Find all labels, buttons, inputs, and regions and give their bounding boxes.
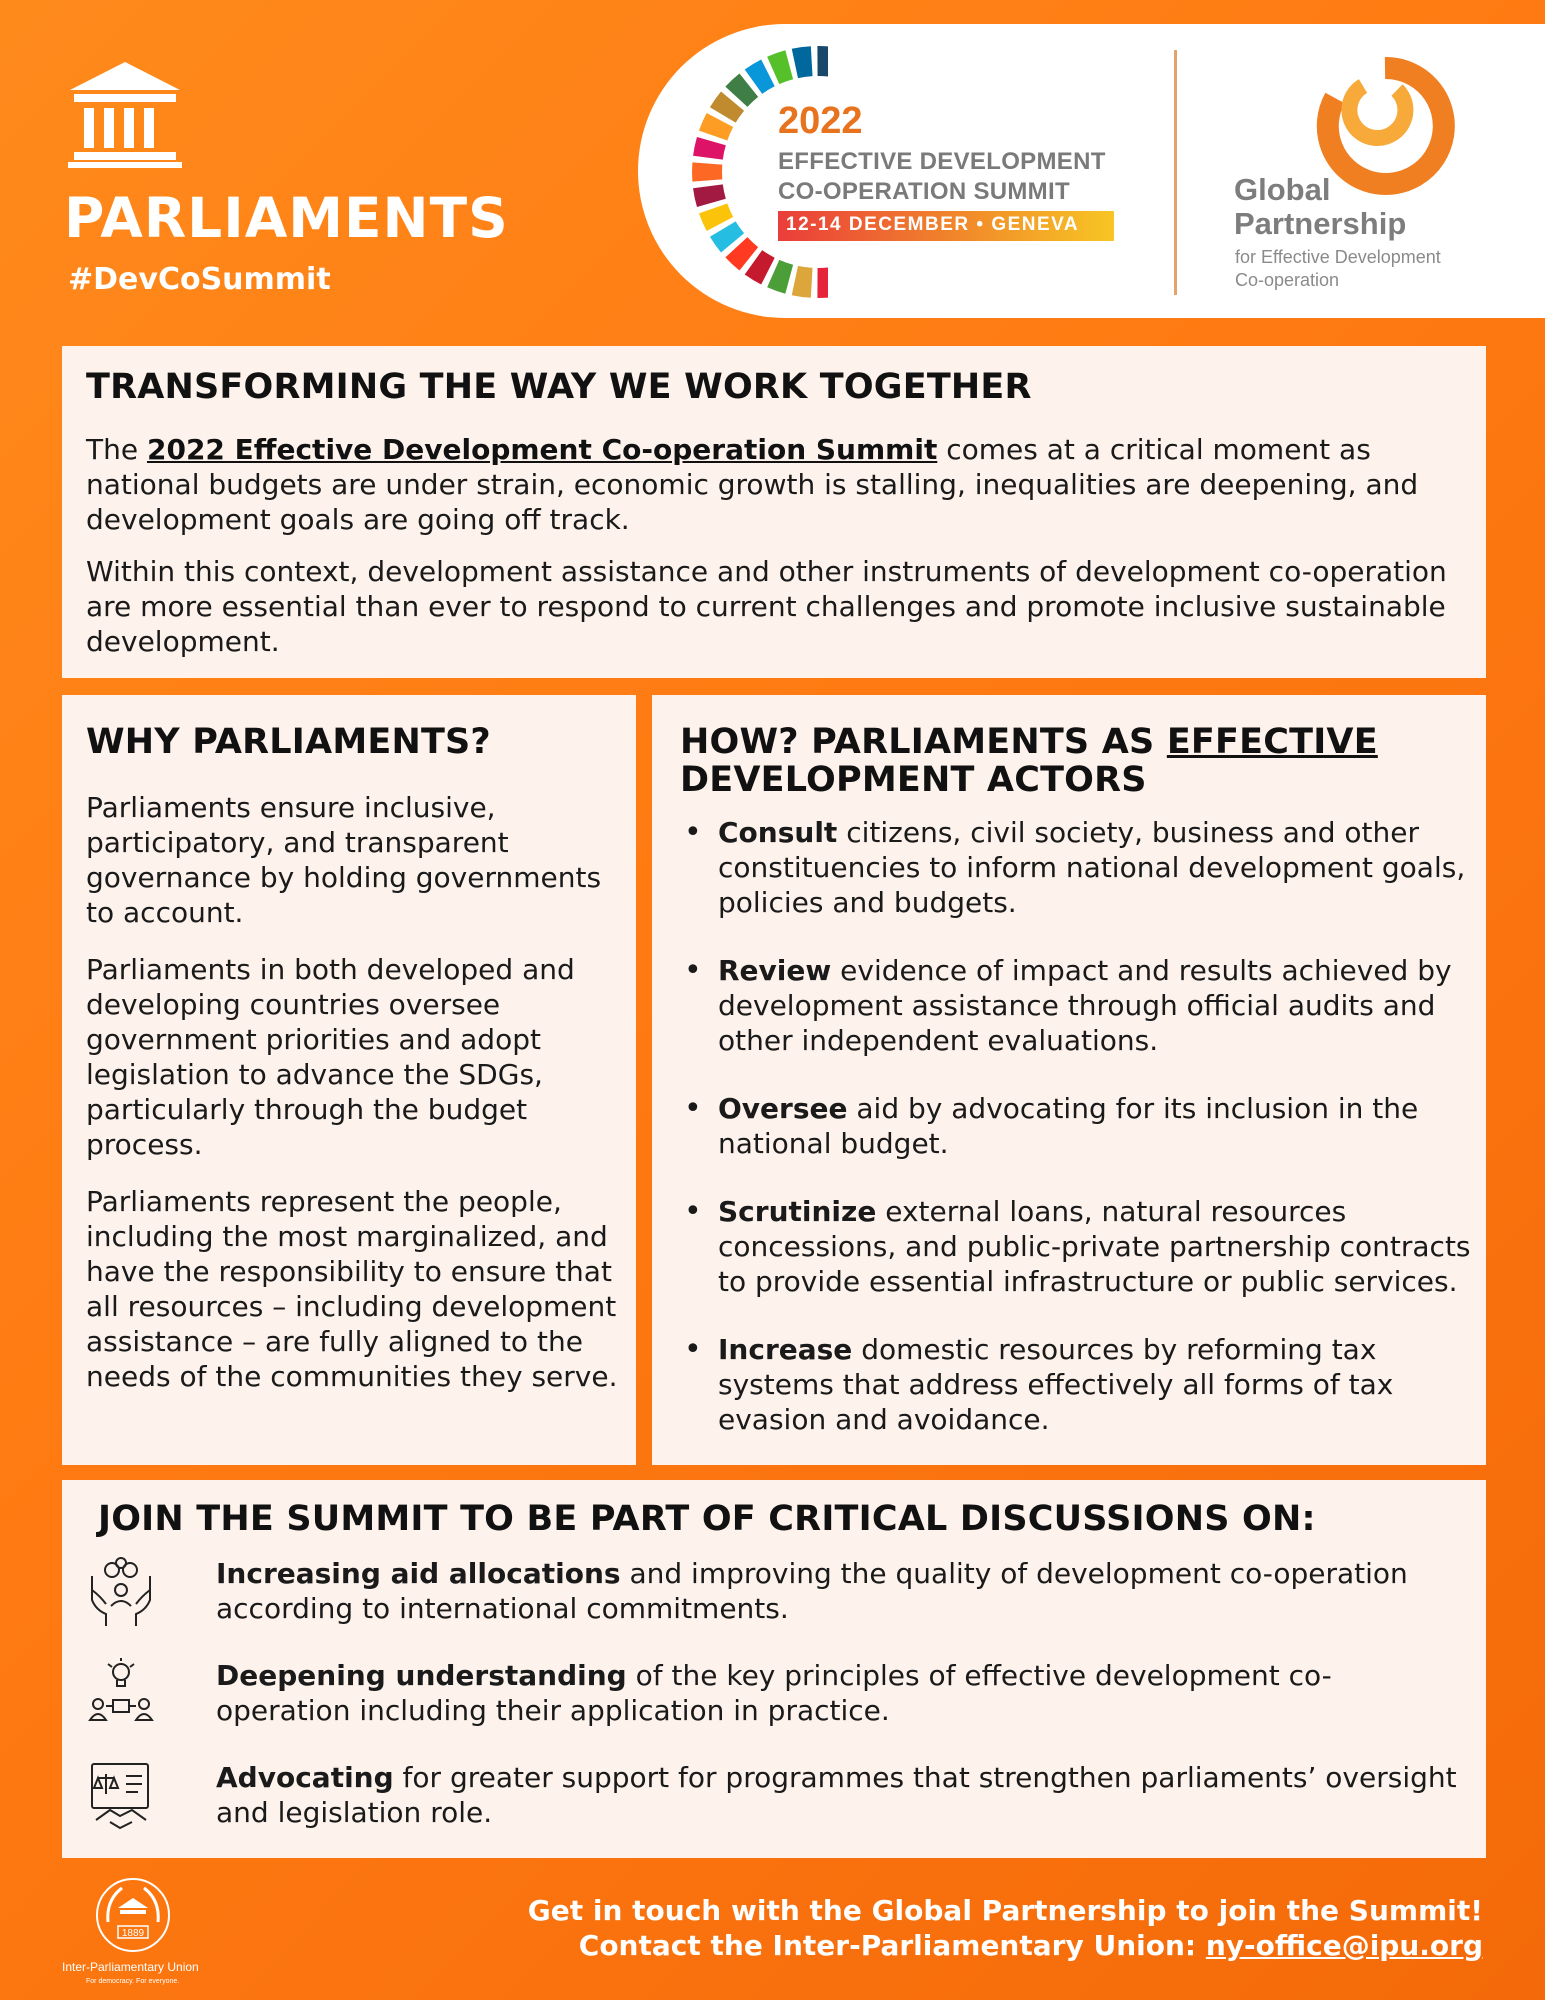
how-item-verb: Increase (718, 1333, 853, 1366)
lightbulb-people-icon (86, 1658, 156, 1730)
why-heading: WHY PARLIAMENTS? (86, 722, 491, 762)
how-item-text: domestic resources by reforming tax systems that address effectively all forms of tax evasion and avoidance. (718, 1333, 1394, 1436)
sdg-arc-segment (817, 267, 828, 298)
join-item-body: and improving the quality of development co-operation according to international commitments. (216, 1557, 1408, 1625)
transform-p1-prefix: The (86, 433, 147, 466)
scales-handshake-icon (86, 1760, 156, 1832)
transform-body (86, 432, 1466, 676)
partner-subtitle-line2: Co-operation (1235, 270, 1340, 290)
how-heading (680, 723, 1460, 799)
transform-panel (62, 346, 1486, 678)
footer-contact (579, 1929, 1483, 1962)
how-item-verb: Consult (718, 816, 838, 849)
ipu-name: Inter-Parliamentary Union (62, 1960, 199, 1974)
transform-paragraph-2: Within this context, development assistance and other instruments of development co-operation are more essential than ever to respond to current challenges and promote inclusive sustainable development. (86, 555, 1447, 658)
sdg-arc-segment (817, 46, 828, 77)
why-panel (62, 695, 636, 1465)
how-item-text: citizens, civil society, business and other constituencies to inform national development goals, policies and budgets. (718, 816, 1466, 919)
how-item-text: evidence of impact and results achieved by development assistance through official audits and other independent evaluations. (718, 954, 1452, 1057)
summit-link[interactable]: 2022 Effective Development Co-operation Summit (146, 433, 938, 466)
how-list-item (682, 953, 1472, 1058)
footer-contact-prefix: Contact the Inter-Parliamentary Union: (578, 1929, 1206, 1962)
partner-name-line1: Global (1234, 172, 1331, 207)
join-item-text (216, 1658, 1466, 1728)
how-list-item (682, 815, 1472, 920)
summit-year: 2022 (778, 100, 863, 142)
join-panel (62, 1480, 1486, 1858)
partner-name-line2: Partnership (1234, 206, 1407, 241)
how-panel (652, 695, 1486, 1465)
how-item-verb: Scrutinize (718, 1195, 877, 1228)
join-item-body: for greater support for programmes that strengthen parliaments’ oversight and legislation role. (216, 1761, 1457, 1829)
summit-dates: 12-14 DECEMBER • GENEVA (778, 211, 1114, 241)
join-heading: JOIN THE SUMMIT TO BE PART OF CRITICAL DISCUSSIONS ON: (98, 1499, 1316, 1539)
footer-cta: Get in touch with the Global Partnership to join the Summit! (527, 1894, 1483, 1927)
how-list-item (682, 1332, 1472, 1437)
why-body (86, 790, 631, 1416)
ipu-logo-icon (88, 1870, 178, 1960)
sdg-arc-segment (792, 266, 813, 298)
ipu-tagline: For democracy. For everyone. (86, 1978, 180, 1985)
why-paragraph: Parliaments represent the people, including the most marginalized, and have the responsibility to ensure that all resources – including development assistance – are fully aligned to the needs of the communities they serve. (86, 1185, 618, 1393)
how-item-text: external loans, natural resources concessions, and public-private partnership contracts to provide essential infrastructure or public services. (718, 1195, 1471, 1298)
join-item-lead: Deepening understanding (216, 1659, 627, 1692)
how-list (682, 815, 1472, 1470)
ipu-logo-year: 1889 (121, 1928, 145, 1939)
join-item-lead: Increasing aid allocations (216, 1557, 621, 1590)
transform-heading: TRANSFORMING THE WAY WE WORK TOGETHER (86, 367, 1032, 407)
how-item-verb: Review (718, 954, 832, 987)
summit-title-line1: EFFECTIVE DEVELOPMENT (778, 148, 1106, 175)
join-item-body: of the key principles of effective development co-operation including their application in practice. (216, 1659, 1332, 1727)
how-list-item (682, 1091, 1472, 1161)
sdg-arc-segment (692, 162, 722, 181)
how-heading-part1: HOW? PARLIAMENTS AS (680, 722, 1167, 762)
page-title: PARLIAMENTS (64, 186, 509, 250)
join-item-text (216, 1556, 1466, 1626)
how-heading-part2: DEVELOPMENT ACTORS (680, 760, 1147, 800)
transform-p1-suffix: comes at a critical moment as national budgets are under strain, economic growth is stalling, inequalities are deepening, and development goals are going off track. (86, 433, 1419, 536)
parliament-building-icon (66, 60, 184, 170)
join-item-lead: Advocating (216, 1761, 394, 1794)
hands-coins-icon (86, 1556, 156, 1628)
transform-paragraph-1 (86, 432, 1466, 537)
banner-divider (1174, 50, 1177, 295)
why-paragraph: Parliaments ensure inclusive, participatory, and transparent governance by holding governments to account. (86, 791, 602, 929)
how-list-item (682, 1194, 1472, 1299)
sdg-arc-segment (693, 184, 726, 207)
contact-email-link[interactable]: ny-office@ipu.org (1205, 1929, 1483, 1962)
how-heading-underlined: EFFECTIVE (1166, 722, 1378, 762)
how-item-verb: Oversee (718, 1092, 848, 1125)
summit-title-line2: CO-OPERATION SUMMIT (778, 178, 1070, 205)
hashtag: #DevCoSummit (68, 262, 331, 297)
partner-subtitle-line1: for Effective Development (1235, 247, 1441, 267)
sdg-arc-segment (693, 137, 726, 160)
why-paragraph: Parliaments in both developed and developing countries oversee government priorities and adopt legislation to advance the SDGs, particularly through the budget process. (86, 953, 575, 1161)
sdg-arc-segment (792, 46, 813, 78)
how-item-text: aid by advocating for its inclusion in the national budget. (718, 1092, 1419, 1160)
join-item-text (216, 1760, 1466, 1830)
